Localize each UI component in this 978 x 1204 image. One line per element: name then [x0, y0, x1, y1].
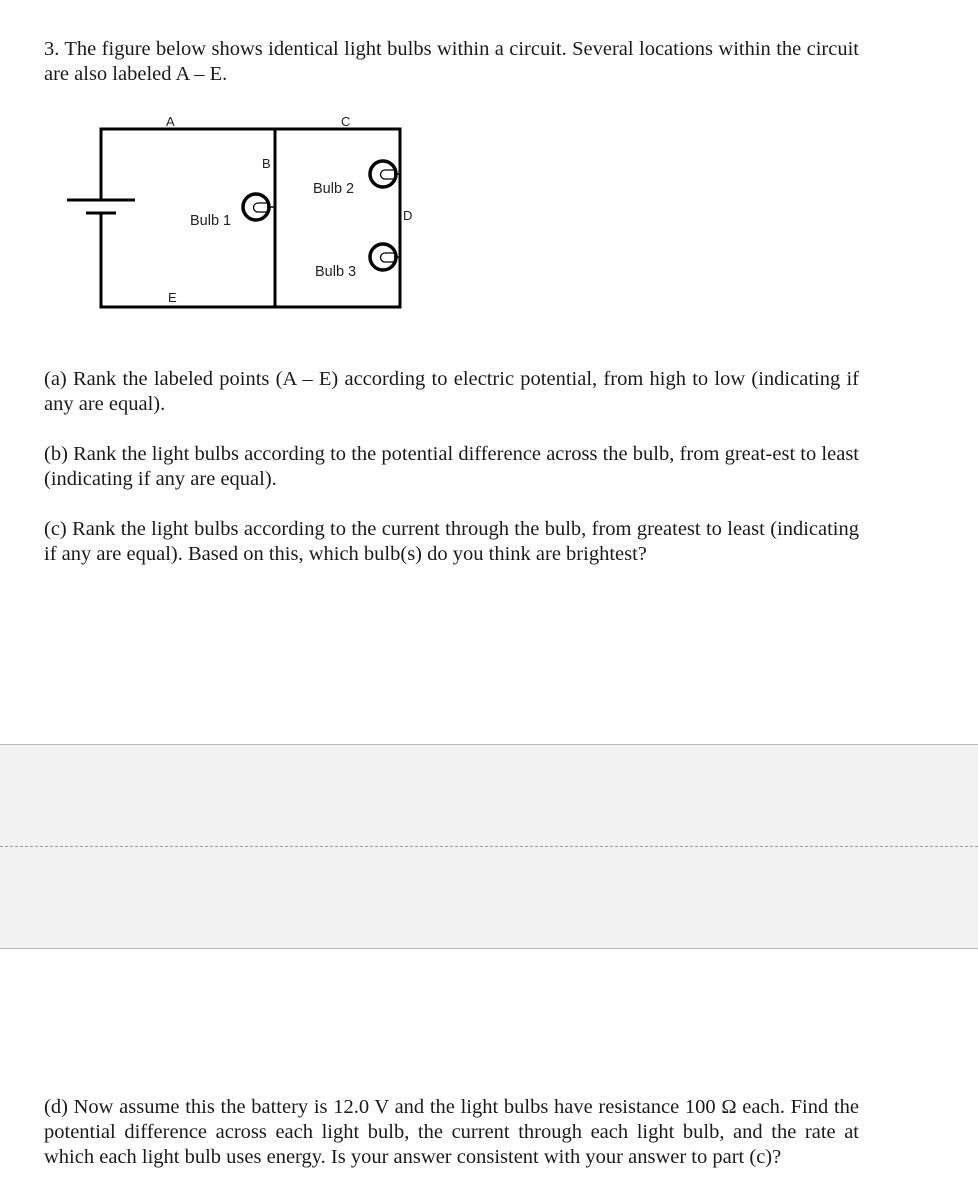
question-part-a: (a) Rank the labeled points (A – E) according to electric potential, from high to low (indicating if any are equal).: [44, 368, 859, 415]
page-break-gap: [0, 744, 978, 949]
question-intro: 3. The figure below shows identical light bulbs within a circuit. Several locations within the circuit are also labeled A – E.: [44, 38, 859, 85]
bulb-1-symbol: [243, 194, 275, 220]
bulb-3-symbol: [370, 244, 400, 270]
question-part-d: (d) Now assume this the battery is 12.0 V and the light bulbs have resistance 100 Ω each. Find the potential difference across each light bulb, the current through each light bulb, and the rate at which each light bulb uses energy. Is your answer consistent with your answer to part (c)?: [44, 1096, 859, 1168]
page-break-dashed-line: [0, 846, 978, 847]
point-label-d: D: [403, 208, 413, 223]
point-label-b: B: [262, 156, 271, 171]
point-label-e: E: [168, 290, 177, 305]
bulb-1-label: Bulb 1: [190, 213, 232, 229]
bulb-2-symbol: [370, 161, 400, 187]
point-label-a: A: [166, 114, 175, 129]
bulb-3-label: Bulb 3: [315, 264, 357, 280]
question-part-c: (c) Rank the light bulbs according to the current through the bulb, from greatest to least (indicating if any are equal). Based on this, which bulb(s) do you think are brightest?: [44, 518, 859, 565]
question-part-b: (b) Rank the light bulbs according to the potential difference across the bulb, from great-est to least (indicating if any are equal).: [44, 443, 859, 490]
point-label-c: C: [341, 114, 351, 129]
circuit-diagram: [60, 108, 413, 318]
bulb-2-label: Bulb 2: [313, 181, 355, 197]
battery-symbol: [67, 200, 135, 213]
